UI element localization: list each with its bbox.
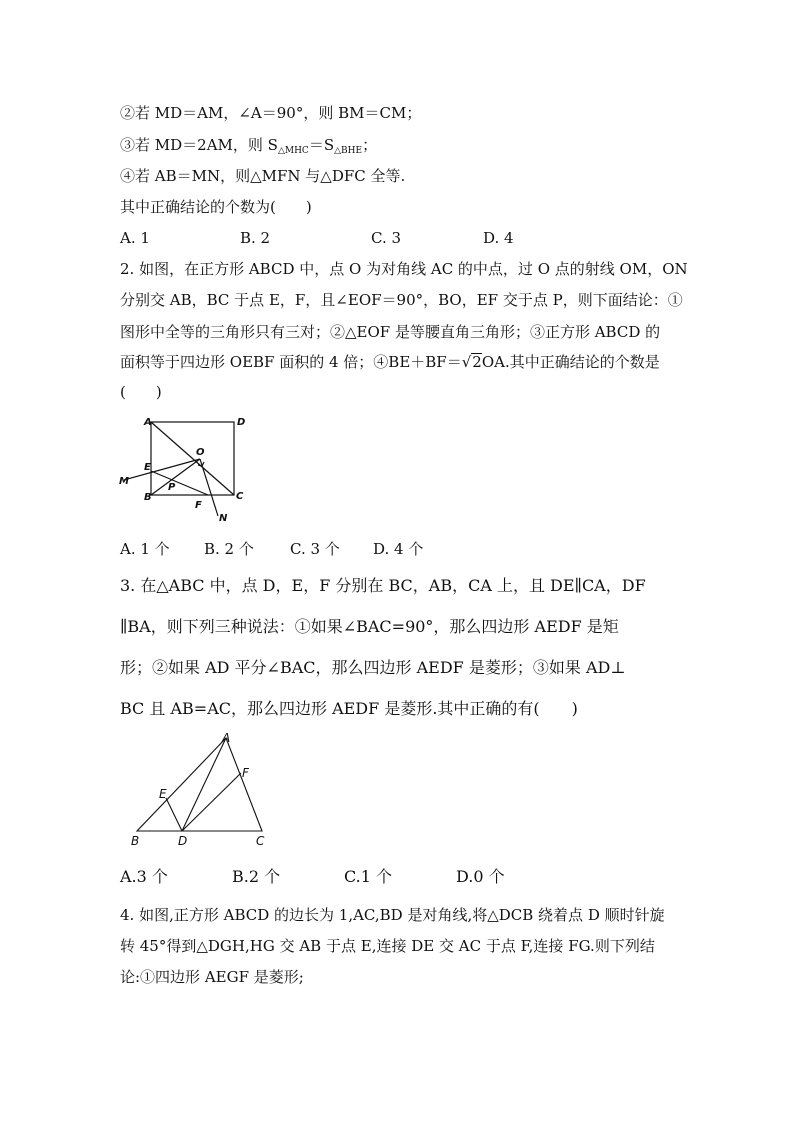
q1-option-a: A. 1: [120, 229, 150, 247]
q2-line-5: ( ): [120, 383, 162, 401]
q2-option-a: A. 1 个: [120, 540, 170, 558]
q3-label-e: E: [159, 787, 167, 801]
q3-line-3: 形；②如果 AD 平分∠BAC，那么四边形 AEDF 是菱形；③如果 AD⊥: [120, 658, 626, 677]
q2-option-b: B. 2 个: [204, 540, 254, 558]
q3-option-a: A.3 个: [120, 867, 168, 886]
q3-line-4: BC 且 AB=AC，那么四边形 AEDF 是菱形.其中正确的有( ): [120, 699, 578, 718]
q2-segment-bo: [151, 459, 200, 495]
q2-label-o: O: [196, 447, 205, 458]
q1-statement-3-pre: ③若 MD＝2AM，则 S: [120, 136, 278, 154]
q3-triangle-figure: [125, 728, 280, 852]
q3-label-f: F: [242, 766, 249, 780]
q2-ray-on: [200, 459, 218, 516]
q1-option-d: D. 4: [483, 229, 514, 247]
q1-statement-3-sub2: △BHE: [334, 146, 363, 156]
q3-line-1: 3. 在△ABC 中，点 D，E，F 分别在 BC，AB，CA 上，且 DE∥CA，DF: [120, 576, 646, 595]
q4-line-2: 转 45°得到△DGH,HG 交 AB 于点 E,连接 DE 交 AC 于点 F,连接 FG.则下列结: [120, 937, 655, 955]
q3-segment-ad: [182, 738, 226, 831]
q3-label-c: C: [256, 834, 265, 848]
q2-line-3: 图形中全等的三角形只有三对；②△EOF 是等腰直角三角形；③正方形 ABCD 的: [120, 323, 661, 341]
q4-line-1: 4. 如图,正方形 ABCD 的边长为 1,AC,BD 是对角线,将△DCB 绕着点 D 顺时针旋: [120, 906, 665, 924]
q2-label-n: N: [219, 513, 228, 524]
q2-square-figure: [116, 408, 256, 526]
q1-statement-3-post: ；: [362, 136, 378, 154]
q3-line-2: ∥BA，则下列三种说法：①如果∠BAC=90°，那么四边形 AEDF 是矩: [120, 617, 619, 636]
q2-label-a: A: [144, 417, 152, 428]
q3-label-a: A: [222, 731, 231, 745]
q1-statement-4: ④若 AB＝MN，则△MFN 与△DFC 全等.: [120, 167, 406, 185]
sqrt-symbol: √: [461, 353, 472, 371]
q3-option-d: D.0 个: [456, 867, 505, 886]
q1-statement-2: ②若 MD＝AM，∠A＝90°，则 BM＝CM；: [120, 104, 422, 122]
q2-diagonal-ac: [151, 422, 234, 495]
q3-option-c: C.1 个: [344, 867, 393, 886]
q3-option-b: B.2 个: [232, 867, 281, 886]
q2-ray-om: [124, 459, 200, 480]
q2-line-4-post: OA.其中正确结论的个数是: [481, 353, 660, 371]
q1-option-b: B. 2: [240, 229, 271, 247]
q2-option-d: D. 4 个: [373, 540, 424, 558]
q2-label-b: B: [144, 492, 152, 503]
q1-option-c: C. 3: [371, 229, 402, 247]
q2-label-d: D: [237, 417, 246, 428]
q1-question: 其中正确结论的个数为( ): [120, 198, 312, 216]
q2-line-4-pre: 面积等于四边形 OEBF 面积的 4 倍；④BE＋BF＝: [120, 353, 462, 371]
q4-line-3: 论:①四边形 AEGF 是菱形;: [120, 968, 304, 986]
q2-label-m: M: [119, 476, 129, 487]
q2-label-e: E: [144, 462, 151, 473]
q3-label-b: B: [131, 834, 140, 848]
q3-triangle-abc: [137, 738, 262, 831]
q2-line-4: [120, 352, 660, 372]
q3-segment-df: [182, 773, 241, 831]
q2-line-1: 2. 如图，在正方形 ABCD 中，点 O 为对角线 AC 的中点，过 O 点的射线 OM，ON: [120, 260, 688, 278]
q3-label-d: D: [178, 834, 188, 848]
q2-label-c: C: [236, 491, 244, 502]
q1-statement-3-sub1: △MHC: [277, 146, 309, 156]
q2-option-c: C. 3 个: [290, 540, 340, 558]
q2-sqrt-value: 2: [472, 353, 482, 371]
q1-statement-3-mid: ＝S: [308, 136, 335, 154]
q2-label-p: P: [168, 482, 176, 493]
q1-statement-3: [120, 135, 377, 161]
q3-segment-de: [166, 798, 182, 831]
q2-line-2: 分别交 AB，BC 于点 E，F，且∠EOF＝90°，BO，EF 交于点 P，则下面结论：①: [120, 291, 683, 309]
q2-label-f: F: [195, 500, 202, 511]
